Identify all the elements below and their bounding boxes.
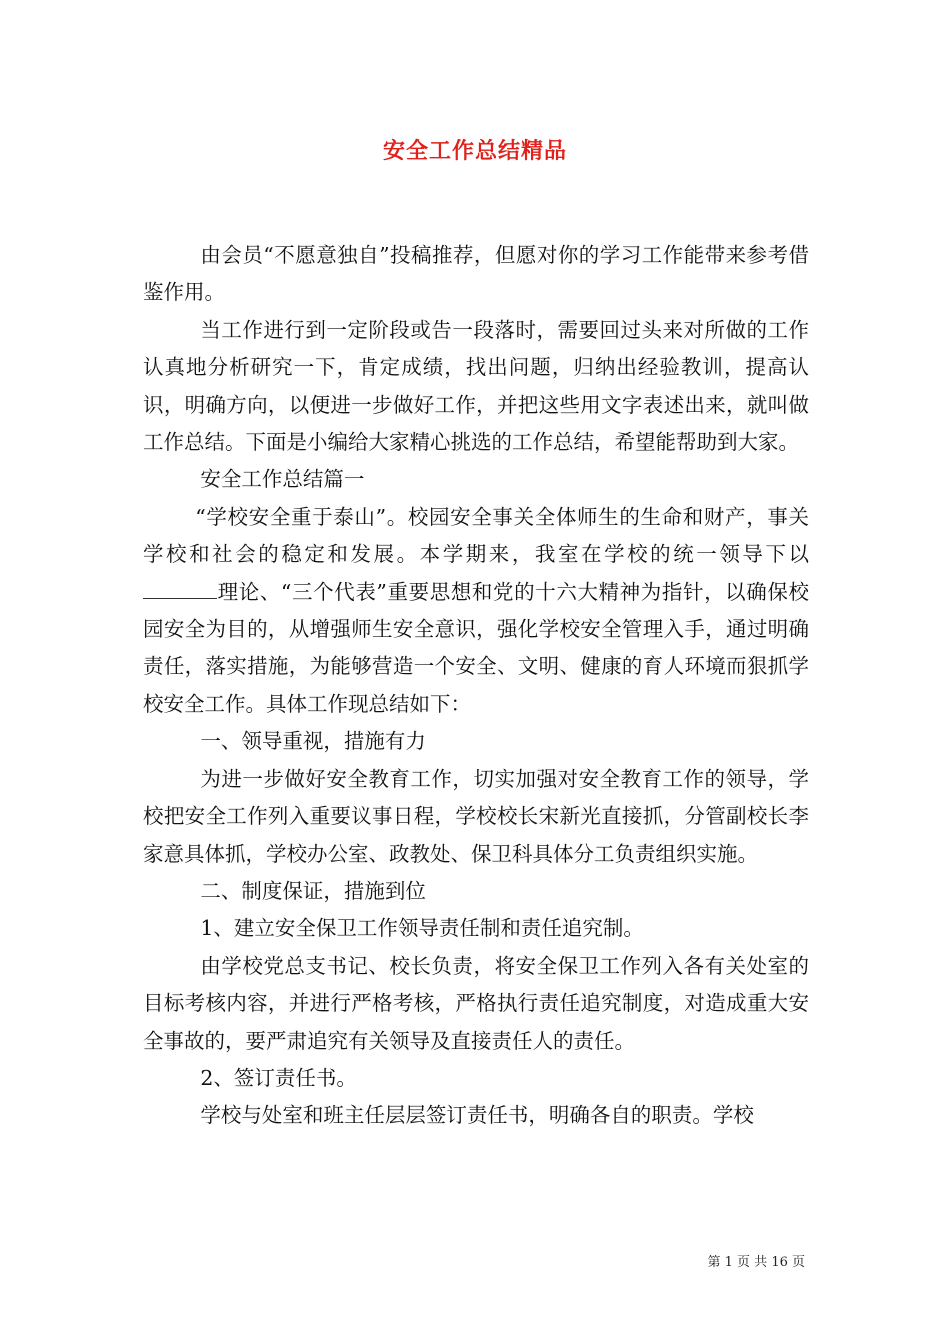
section-heading-part-one: 安全工作总结篇一: [200, 467, 365, 492]
document-body: [143, 237, 809, 1135]
paragraph-school-safety-start: “学校安全重于泰山”。校园安全事关全体师生的生命和财产，事关学校和社会的稳定和发展。本学期来，我室在学校的统一领导下以: [143, 504, 809, 567]
list-item-responsibility-system: 1、建立安全保卫工作领导责任制和责任追究制。: [200, 916, 644, 941]
section-heading-system: 二、制度保证，措施到位: [200, 878, 426, 903]
page-number: 第 1 页 共 16 页: [707, 1255, 805, 1270]
paragraph-intro: 由会员“不愿意独自”投稿推荐，但愿对你的学习工作能带来参考借鉴作用。: [143, 243, 809, 305]
list-item-sign-responsibility: 2、签订责任书。: [200, 1065, 357, 1090]
paragraph-school-safety: [143, 499, 809, 723]
paragraph-school-safety-end: 理论、“三个代表”重要思想和党的十六大精神为指针，以确保校园安全为目的，从增强师生安全意识，强化学校安全管理入手，通过明确责任，落实措施，为能够营造一个安全、文明、健康的育人环境而狠抓学校安全工作。具体工作现总结如下：: [143, 579, 809, 716]
paragraph-summary-definition: 当工作进行到一定阶段或告一段落时，需要回过头来对所做的工作认真地分析研究一下，肯定成绩，找出问题，归纳出经验教训，提高认识，明确方向，以便进一步做好工作，并把这些用文字表述出来，就叫做工作总结。下面是小编给大家精心挑选的工作总结，希望能帮助到大家。: [143, 317, 809, 455]
paragraph-sign-responsibility: 学校与处室和班主任层层签订责任书，明确各自的职责。学校: [200, 1103, 754, 1128]
document-title: 安全工作总结精品: [382, 139, 567, 164]
fill-in-blank: [143, 576, 217, 599]
section-heading-leadership: 一、领导重视，措施有力: [200, 729, 426, 754]
paragraph-leadership: 为进一步做好安全教育工作，切实加强对安全教育工作的领导，学校把安全工作列入重要议事日程，学校校长宋新光直接抓，分管副校长李家意具体抓，学校办公室、政教处、保卫科具体分工负责组织实施。: [143, 766, 809, 866]
paragraph-responsibility: 由学校党总支书记、校长负责，将安全保卫工作列入各有关处室的目标考核内容，并进行严格考核，严格执行责任追究制度，对造成重大安全事故的，要严肃追究有关领导及直接责任人的责任。: [143, 953, 809, 1053]
